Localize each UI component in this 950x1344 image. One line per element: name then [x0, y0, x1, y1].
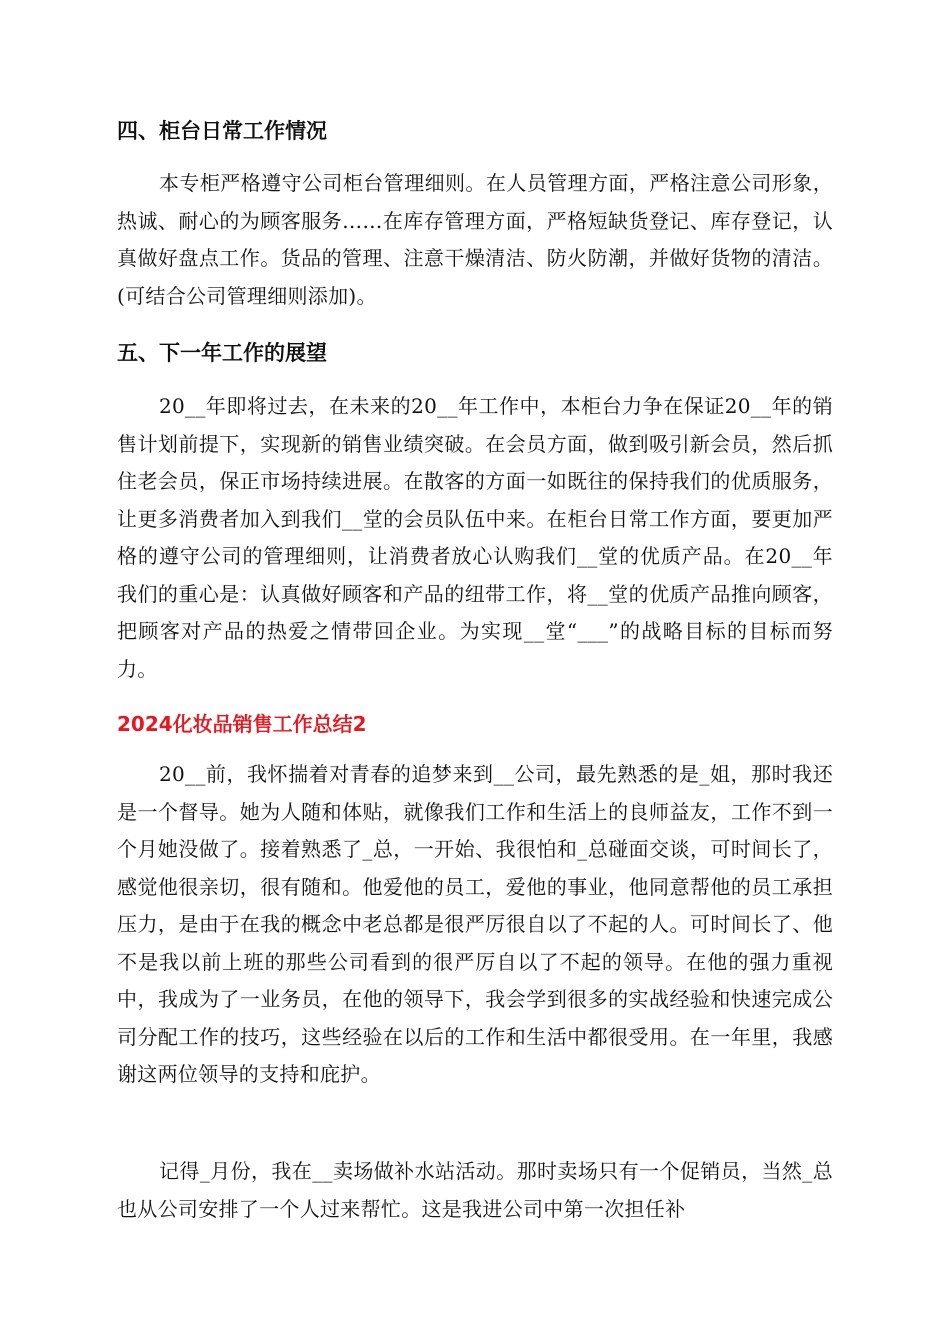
paragraph-counter-daily-work: 本专柜严格遵守公司柜台管理细则。在人员管理方面，严格注意公司形象，热诚、耐心的为顾客服务……在库存管理方面，严格短缺货登记、库存登记，认真做好盘点工作。货品的管理、注意干燥清洁、防火防潮，并做好货物的清洁。(可结合公司管理细则添加)。	[117, 171, 833, 308]
paragraph-next-year-outlook: 20__年即将过去，在未来的20__年工作中，本柜台力争在保证20__年的销售计划前提下，实现新的销售业绩突破。在会员方面，做到吸引新会员，然后抓住老会员，保正市场持续进展。在散客的方面一如既往的保持我们的优质服务，让更多消费者加入到我们__堂的会员队伍中来。在柜台日常工作方面，要更加严格的遵守公司的管理细则，让消费者放心认购我们__堂的优质产品。在20__年我们的重心是：认真做好顾客和产品的纽带工作，将__堂的优质产品推向顾客，把顾客对产品的热爱之情带回企业。为实现__堂“___”的战略目标的目标而努力。	[117, 394, 833, 681]
paragraph-summary-intro: 20__前，我怀揣着对青春的追梦来到__公司，最先熟悉的是_姐，那时我还是一个督导。她为人随和体贴，就像我们工作和生活上的良师益友，工作不到一个月她没做了。接着熟悉了_总，一开始、我很怕和_总碰面交谈，可时间长了，感觉他很亲切，很有随和。他爱他的员工，爱他的事业，他同意帮他的员工承担压力，是由于在我的概念中老总都是很严厉很自以了不起的人。可时间长了、他不是我以前上班的那些公司看到的很严厉自以了不起的领导。在他的强力重视中，我成为了一业务员，在他的领导下，我会学到很多的实战经验和快速完成公司分配工作的技巧，这些经验在以后的工作和生活中都很受用。在一年里，我感谢这两位领导的支持和庇护。	[117, 762, 833, 1086]
paragraph-summary-event: 记得_月份，我在__卖场做补水站活动。那时卖场只有一个促销员，当然_总也从公司安排了一个人过来帮忙。这是我进公司中第一次担任补	[117, 1159, 833, 1221]
section-title-summary-2: 2024化妆品销售工作总结2	[117, 712, 367, 736]
heading-section-four: 四、柜台日常工作情况	[117, 119, 327, 143]
heading-section-five: 五、下一年工作的展望	[117, 341, 327, 365]
